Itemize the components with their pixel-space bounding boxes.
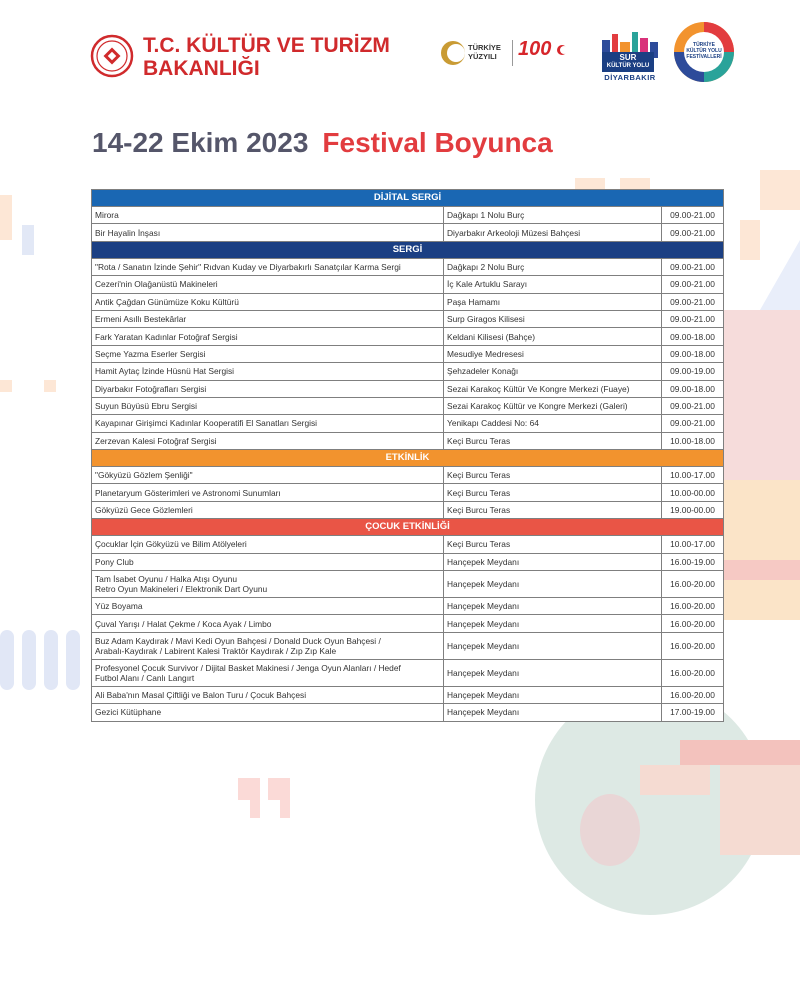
table-row	[92, 704, 724, 721]
place-cell: İç Kale Artuklu Sarayı	[444, 276, 662, 293]
schedule-table	[91, 189, 724, 722]
title-date: 14-22 Ekim 2023	[92, 127, 309, 158]
time-cell: 16.00-20.00	[662, 686, 724, 703]
place-cell: Keçi Burcu Teras	[444, 467, 662, 484]
event-cell: Yüz Boyama	[92, 598, 444, 615]
time-cell: 10.00-17.00	[662, 536, 724, 553]
place-cell: Hançepek Meydanı	[444, 571, 662, 598]
place-cell: Dağkapı 1 Nolu Burç	[444, 207, 662, 224]
place-cell: Keçi Burcu Teras	[444, 484, 662, 501]
time-cell: 09.00-21.00	[662, 224, 724, 241]
time-cell: 09.00-21.00	[662, 258, 724, 275]
section-title: DİJİTAL SERGİ	[92, 190, 724, 207]
table-row	[92, 501, 724, 518]
table-row	[92, 536, 724, 553]
event-cell: Seçme Yazma Eserler Sergisi	[92, 345, 444, 362]
place-cell: Hançepek Meydanı	[444, 686, 662, 703]
place-cell: Hançepek Meydanı	[444, 615, 662, 632]
event-cell: Tam İsabet Oyunu / Halka Atışı Oyunu Retro Oyun Makineleri / Elektronik Dart Oyunu	[92, 571, 444, 598]
turkiye-yuzyili-logo: TÜRKİYE YÜZYILI 100	[440, 38, 580, 72]
event-cell: Hamit Aytaç İzinde Hüsnü Hat Sergisi	[92, 363, 444, 380]
section-header	[92, 450, 724, 467]
place-cell: Hançepek Meydanı	[444, 632, 662, 659]
table-row	[92, 397, 724, 414]
event-cell: Diyarbakır Fotoğrafları Sergisi	[92, 380, 444, 397]
section-title: SERGİ	[92, 241, 724, 258]
event-cell: Mirora	[92, 207, 444, 224]
time-cell: 16.00-20.00	[662, 632, 724, 659]
place-cell: Keçi Burcu Teras	[444, 501, 662, 518]
event-cell: Profesyonel Çocuk Survivor / Dijital Basket Makinesi / Jenga Oyun Alanları / Hedef Futbol Alanı / Canlı Langırt	[92, 659, 444, 686]
table-row	[92, 293, 724, 310]
place-cell: Hançepek Meydanı	[444, 553, 662, 570]
place-cell: Hançepek Meydanı	[444, 704, 662, 721]
event-cell: Buz Adam Kaydırak / Mavi Kedi Oyun Bahçesi / Donald Duck Oyun Bahçesi / Arabalı-Kaydırak / Labirent Kalesi Traktör Kaydırak / Zıp Zıp Kale	[92, 632, 444, 659]
place-cell: Surp Giragos Kilisesi	[444, 310, 662, 327]
time-cell: 09.00-21.00	[662, 207, 724, 224]
event-cell: Pony Club	[92, 553, 444, 570]
ministry-name: T.C. KÜLTÜR VE TURİZM BAKANLIĞI	[143, 34, 390, 80]
time-cell: 09.00-21.00	[662, 415, 724, 432]
table-row	[92, 571, 724, 598]
event-cell: Zerzevan Kalesi Fotoğraf Sergisi	[92, 432, 444, 449]
table-row	[92, 363, 724, 380]
crescent-icon	[440, 38, 466, 68]
time-cell: 10.00-00.00	[662, 484, 724, 501]
place-cell: Sezai Karakoç Kültür Ve Kongre Merkezi (Fuaye)	[444, 380, 662, 397]
place-cell: Şehzadeler Konağı	[444, 363, 662, 380]
time-cell: 16.00-20.00	[662, 571, 724, 598]
time-cell: 16.00-20.00	[662, 659, 724, 686]
section-title: ETKİNLİK	[92, 450, 724, 467]
event-cell: Çuval Yarışı / Halat Çekme / Koca Ayak / Limbo	[92, 615, 444, 632]
event-cell: Gezici Kütüphane	[92, 704, 444, 721]
event-cell: Ermeni Asıllı Bestekârlar	[92, 310, 444, 327]
place-cell: Keldani Kilisesi (Bahçe)	[444, 328, 662, 345]
place-cell: Hançepek Meydanı	[444, 659, 662, 686]
table-row	[92, 415, 724, 432]
time-cell: 09.00-18.00	[662, 380, 724, 397]
kultur-yolu-festivalleri-logo: TÜRKİYE KÜLTÜR YOLU FESTİVALLERİ	[672, 20, 736, 84]
event-cell: "Rota / Sanatın İzinde Şehir" Rıdvan Kuday ve Diyarbakırlı Sanatçılar Karma Sergi	[92, 258, 444, 275]
table-row	[92, 432, 724, 449]
time-cell: 17.00-19.00	[662, 704, 724, 721]
time-cell: 09.00-18.00	[662, 328, 724, 345]
title-subtitle: Festival Boyunca	[322, 127, 553, 158]
time-cell: 09.00-21.00	[662, 310, 724, 327]
section-header	[92, 190, 724, 207]
place-cell: Hançepek Meydanı	[444, 598, 662, 615]
event-cell: Antik Çağdan Günümüze Koku Kültürü	[92, 293, 444, 310]
page-title	[92, 127, 553, 159]
time-cell: 10.00-17.00	[662, 467, 724, 484]
table-row	[92, 224, 724, 241]
event-cell: Gökyüzü Gece Gözlemleri	[92, 501, 444, 518]
section-header	[92, 519, 724, 536]
place-cell: Dağkapı 2 Nolu Burç	[444, 258, 662, 275]
place-cell: Yenikapı Caddesi No: 64	[444, 415, 662, 432]
place-cell: Paşa Hamamı	[444, 293, 662, 310]
time-cell: 09.00-21.00	[662, 276, 724, 293]
time-cell: 09.00-19.00	[662, 363, 724, 380]
time-cell: 09.00-21.00	[662, 397, 724, 414]
time-cell: 19.00-00.00	[662, 501, 724, 518]
event-cell: Fark Yaratan Kadınlar Fotoğraf Sergisi	[92, 328, 444, 345]
table-row	[92, 380, 724, 397]
place-cell: Keçi Burcu Teras	[444, 432, 662, 449]
table-row	[92, 276, 724, 293]
section-title: ÇOCUK ETKİNLİĞİ	[92, 519, 724, 536]
event-cell: Ali Baba'nın Masal Çiftliği ve Balon Turu / Çocuk Bahçesi	[92, 686, 444, 703]
table-row	[92, 632, 724, 659]
table-row	[92, 328, 724, 345]
table-row	[92, 553, 724, 570]
time-cell: 09.00-21.00	[662, 293, 724, 310]
star-crescent-icon	[556, 44, 568, 56]
header	[0, 0, 800, 100]
event-cell: Kayapınar Girişimci Kadınlar Kooperatifi El Sanatları Sergisi	[92, 415, 444, 432]
time-cell: 16.00-19.00	[662, 553, 724, 570]
event-cell: Planetaryum Gösterimleri ve Astronomi Sunumları	[92, 484, 444, 501]
table-row	[92, 484, 724, 501]
table-row	[92, 615, 724, 632]
event-cell: "Gökyüzü Gözlem Şenliği"	[92, 467, 444, 484]
event-cell: Suyun Büyüsü Ebru Sergisi	[92, 397, 444, 414]
time-cell: 09.00-18.00	[662, 345, 724, 362]
event-cell: Bir Hayalin İnşası	[92, 224, 444, 241]
place-cell: Mesudiye Medresesi	[444, 345, 662, 362]
place-cell: Sezai Karakoç Kültür ve Kongre Merkezi (Galeri)	[444, 397, 662, 414]
time-cell: 10.00-18.00	[662, 432, 724, 449]
section-header	[92, 241, 724, 258]
place-cell: Diyarbakır Arkeoloji Müzesi Bahçesi	[444, 224, 662, 241]
ministry-emblem-icon	[90, 34, 134, 78]
event-cell: Cezeri'nin Olağanüstü Makineleri	[92, 276, 444, 293]
sur-kultur-yolu-logo: SUR KÜLTÜR YOLU DİYARBAKIR	[598, 28, 662, 84]
table-row	[92, 345, 724, 362]
table-row	[92, 207, 724, 224]
table-row	[92, 659, 724, 686]
time-cell: 16.00-20.00	[662, 615, 724, 632]
table-row	[92, 310, 724, 327]
table-row	[92, 686, 724, 703]
table-row	[92, 467, 724, 484]
place-cell: Keçi Burcu Teras	[444, 536, 662, 553]
time-cell: 16.00-20.00	[662, 598, 724, 615]
table-row	[92, 598, 724, 615]
table-row	[92, 258, 724, 275]
event-cell: Çocuklar İçin Gökyüzü ve Bilim Atölyeleri	[92, 536, 444, 553]
